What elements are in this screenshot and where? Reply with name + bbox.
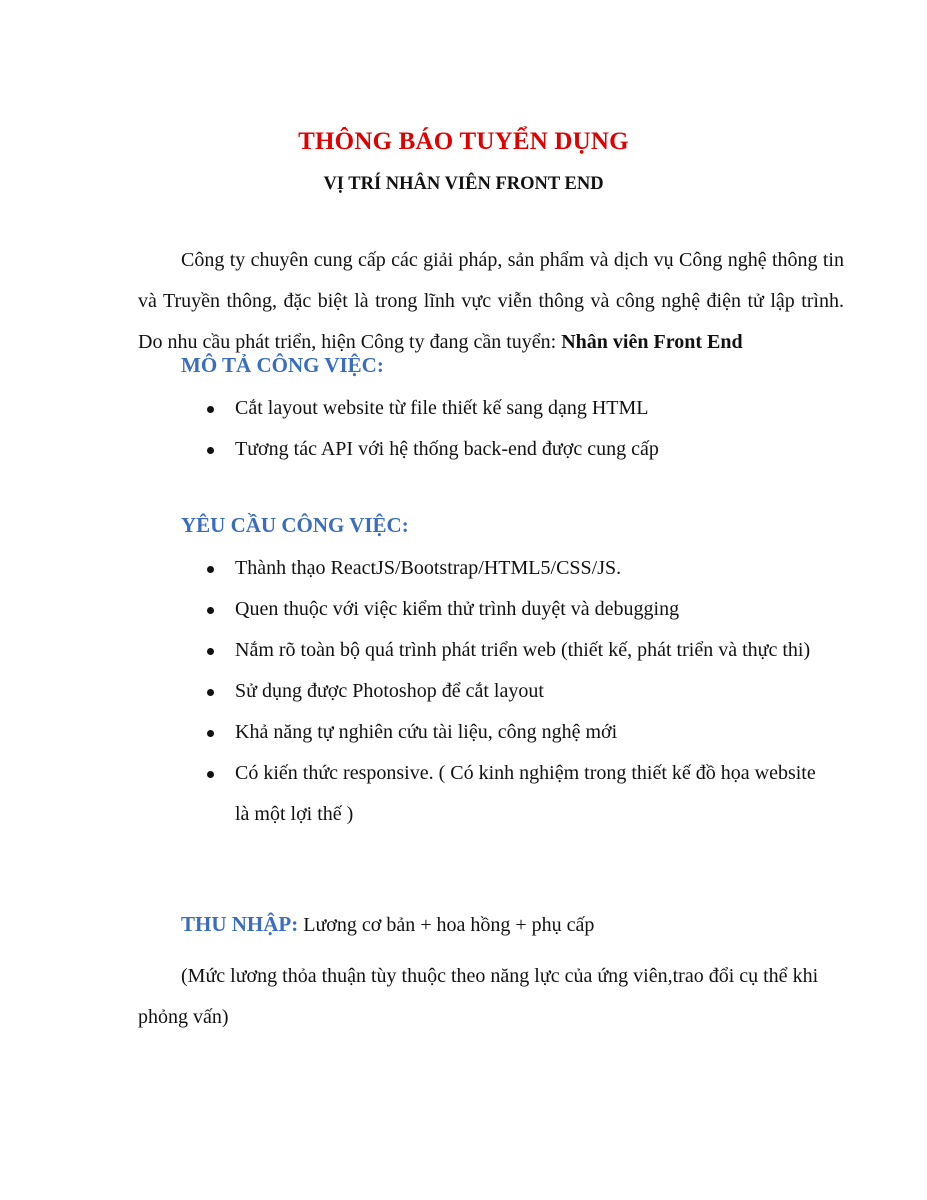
job-description-list (181, 388, 821, 470)
list-item (181, 548, 821, 589)
job-requirements-list (181, 548, 821, 835)
bullet-icon (207, 648, 214, 655)
list-item (181, 429, 821, 470)
bullet-icon (207, 566, 214, 573)
list-item (181, 671, 821, 712)
list-item-text: Khả năng tự nghiên cứu tài liệu, công nghệ mới (235, 721, 618, 743)
intro-paragraph (138, 240, 844, 363)
job-requirements-heading: YÊU CẦU CÔNG VIỆC: (181, 513, 409, 537)
bullet-icon (207, 771, 214, 778)
page-title: THÔNG BÁO TUYỂN DỤNG (298, 128, 629, 155)
income-line (181, 912, 594, 937)
job-description-heading: MÔ TẢ CÔNG VIỆC: (181, 353, 384, 377)
bullet-icon (207, 689, 214, 696)
income-value: Lương cơ bản + hoa hồng + phụ cấp (298, 914, 595, 936)
list-item-text: Nắm rõ toàn bộ quá trình phát triển web (thiết kế, phát triển và thực thi) (235, 639, 811, 661)
list-item-text: Tương tác API với hệ thống back-end được cung cấp (235, 438, 659, 460)
list-item-text: Thành thạo ReactJS/Bootstrap/HTML5/CSS/JS. (235, 557, 622, 579)
list-item (181, 388, 821, 429)
bullet-icon (207, 447, 214, 454)
intro-position: Nhân viên Front End (561, 331, 743, 353)
list-item (181, 712, 821, 753)
list-item-text: Sử dụng được Photoshop để cắt layout (235, 680, 544, 702)
income-label: THU NHẬP: (181, 912, 299, 936)
page-subtitle: VỊ TRÍ NHÂN VIÊN FRONT END (323, 174, 604, 194)
bullet-icon (207, 607, 214, 614)
list-item-text: Cắt layout website từ file thiết kế sang dạng HTML (235, 397, 649, 419)
list-item (181, 753, 821, 835)
list-item-text: Quen thuộc với việc kiểm thử trình duyệt và debugging (235, 598, 680, 620)
income-note (138, 956, 844, 1038)
income-note-text: (Mức lương thỏa thuận tùy thuộc theo năng lực của ứng viên,trao đổi cụ thể khi phỏng vấn) (138, 965, 819, 1028)
list-item-text: Có kiến thức responsive. ( Có kinh nghiệm trong thiết kế đồ họa website là một lợi thế ) (235, 762, 816, 825)
list-item (181, 589, 821, 630)
bullet-icon (207, 730, 214, 737)
list-item (181, 630, 821, 671)
intro-text: Công ty chuyên cung cấp các giải pháp, sản phẩm và dịch vụ Công nghệ thông tin và Truyền thông, đặc biệt là trong lĩnh vực viễn thông và công nghệ điện tử lập trình. Do nhu cầu phát triển, hiện Công ty đang cần tuyển: (138, 249, 844, 353)
bullet-icon (207, 406, 214, 413)
